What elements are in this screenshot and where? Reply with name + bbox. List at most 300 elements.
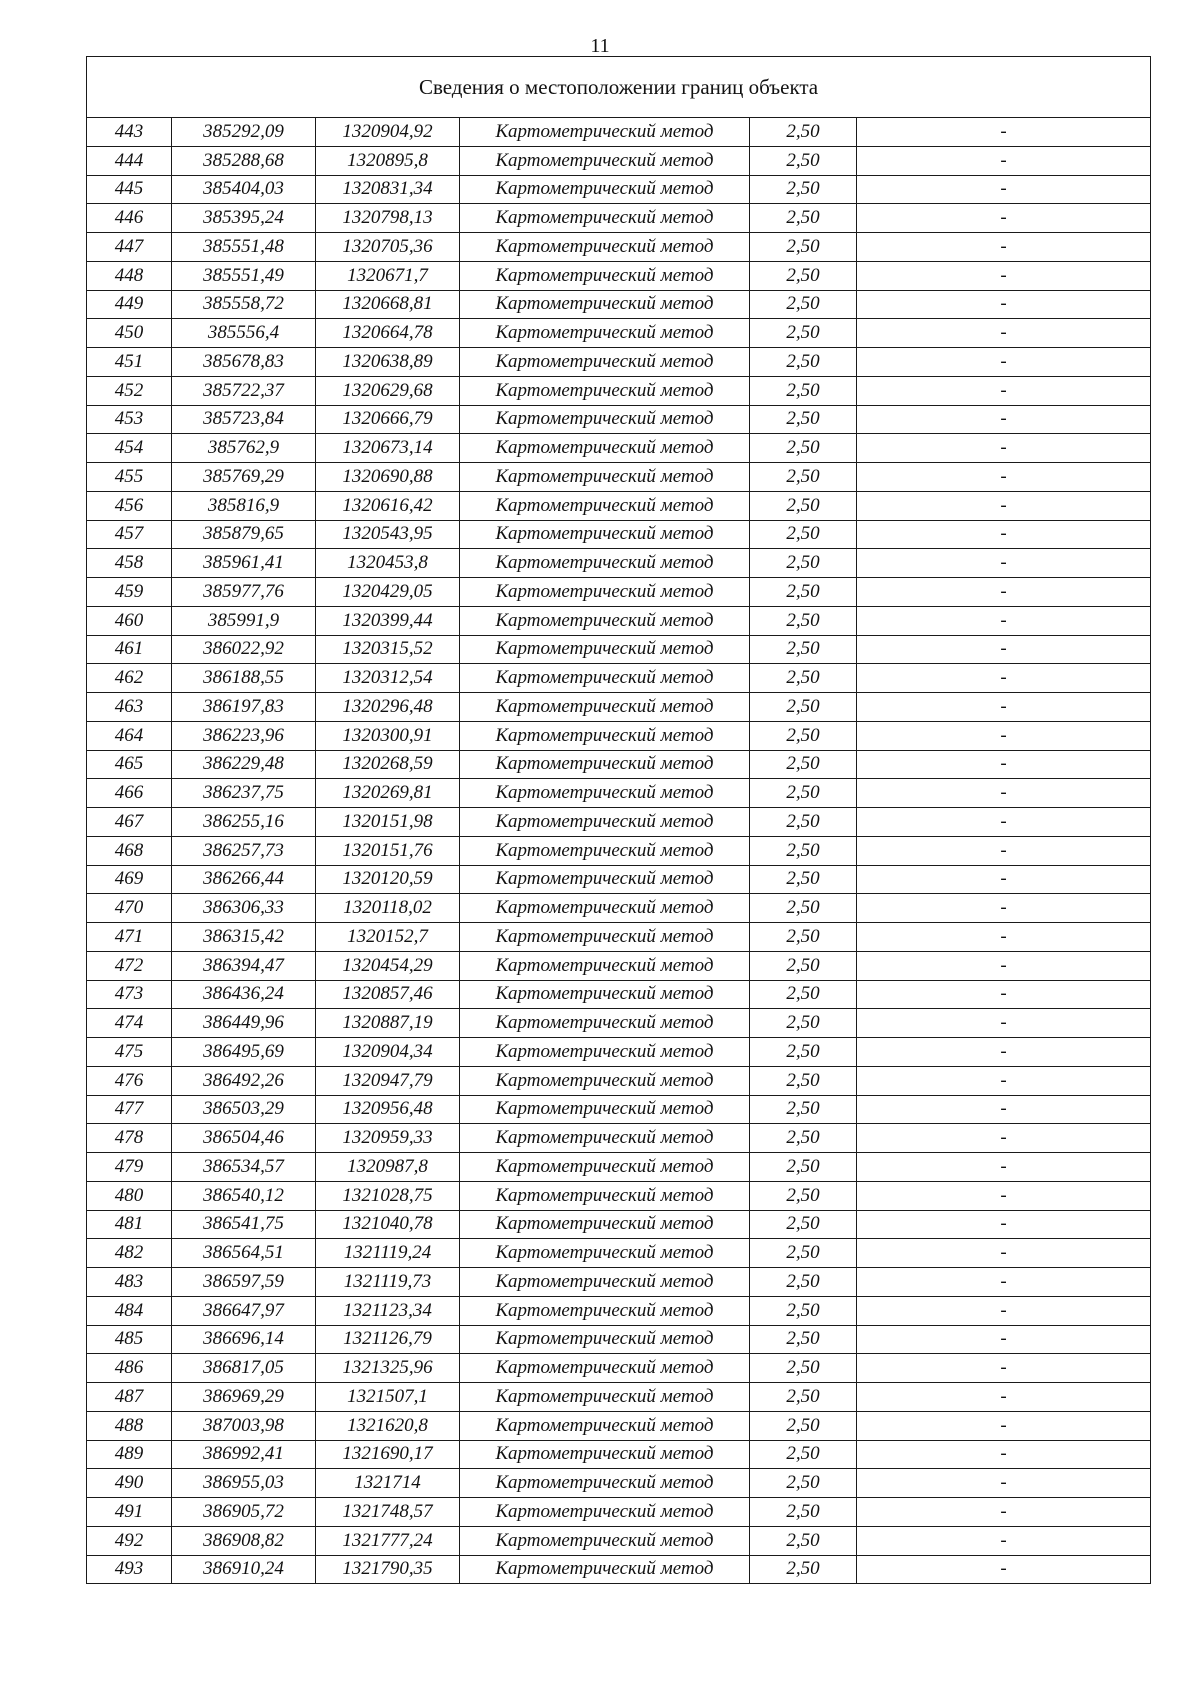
point-number-cell: 468 [87,836,172,865]
y-coordinate-cell: 1320151,76 [316,836,460,865]
point-number-cell: 455 [87,463,172,492]
y-coordinate-cell: 1320453,8 [316,549,460,578]
description-cell: - [857,290,1151,319]
description-cell: - [857,1469,1151,1498]
description-cell: - [857,578,1151,607]
method-cell: Картометрический метод [460,1268,750,1297]
method-cell: Картометрический метод [460,1038,750,1067]
accuracy-cell: 2,50 [750,1239,857,1268]
accuracy-cell: 2,50 [750,1181,857,1210]
accuracy-cell: 2,50 [750,693,857,722]
x-coordinate-cell: 386905,72 [172,1498,316,1527]
description-cell: - [857,1526,1151,1555]
table-row [87,1038,1151,1067]
y-coordinate-cell: 1320543,95 [316,520,460,549]
table-row [87,1526,1151,1555]
method-cell: Картометрический метод [460,549,750,578]
accuracy-cell: 2,50 [750,175,857,204]
x-coordinate-cell: 386315,42 [172,923,316,952]
x-coordinate-cell: 386564,51 [172,1239,316,1268]
point-number-cell: 464 [87,721,172,750]
point-number-cell: 485 [87,1325,172,1354]
point-number-cell: 465 [87,750,172,779]
y-coordinate-cell: 1320638,89 [316,348,460,377]
method-cell: Картометрический метод [460,836,750,865]
point-number-cell: 475 [87,1038,172,1067]
x-coordinate-cell: 386223,96 [172,721,316,750]
description-cell: - [857,405,1151,434]
description-cell: - [857,233,1151,262]
description-cell: - [857,808,1151,837]
y-coordinate-cell: 1320956,48 [316,1095,460,1124]
table-row [87,721,1151,750]
method-cell: Картометрический метод [460,261,750,290]
description-cell: - [857,1009,1151,1038]
description-cell: - [857,118,1151,147]
table-row [87,1210,1151,1239]
x-coordinate-cell: 387003,98 [172,1411,316,1440]
table-row [87,1325,1151,1354]
point-number-cell: 481 [87,1210,172,1239]
table-row [87,405,1151,434]
method-cell: Картометрический метод [460,175,750,204]
description-cell: - [857,664,1151,693]
method-cell: Картометрический метод [460,750,750,779]
description-cell: - [857,1411,1151,1440]
description-cell: - [857,549,1151,578]
point-number-cell: 479 [87,1153,172,1182]
method-cell: Картометрический метод [460,376,750,405]
method-cell: Картометрический метод [460,146,750,175]
x-coordinate-cell: 386540,12 [172,1181,316,1210]
y-coordinate-cell: 1320315,52 [316,635,460,664]
y-coordinate-cell: 1321123,34 [316,1296,460,1325]
point-number-cell: 490 [87,1469,172,1498]
x-coordinate-cell: 386955,03 [172,1469,316,1498]
point-number-cell: 462 [87,664,172,693]
point-number-cell: 457 [87,520,172,549]
y-coordinate-cell: 1320705,36 [316,233,460,262]
accuracy-cell: 2,50 [750,865,857,894]
table-row [87,578,1151,607]
method-cell: Картометрический метод [460,1210,750,1239]
point-number-cell: 451 [87,348,172,377]
method-cell: Картометрический метод [460,606,750,635]
x-coordinate-cell: 385769,29 [172,463,316,492]
x-coordinate-cell: 386237,75 [172,779,316,808]
accuracy-cell: 2,50 [750,1383,857,1412]
method-cell: Картометрический метод [460,463,750,492]
x-coordinate-cell: 386647,97 [172,1296,316,1325]
table-row [87,1181,1151,1210]
accuracy-cell: 2,50 [750,1095,857,1124]
x-coordinate-cell: 385816,9 [172,491,316,520]
method-cell: Картометрический метод [460,1009,750,1038]
point-number-cell: 477 [87,1095,172,1124]
accuracy-cell: 2,50 [750,319,857,348]
x-coordinate-cell: 385961,41 [172,549,316,578]
table-row [87,520,1151,549]
method-cell: Картометрический метод [460,1526,750,1555]
description-cell: - [857,1383,1151,1412]
description-cell: - [857,1296,1151,1325]
accuracy-cell: 2,50 [750,146,857,175]
point-number-cell: 470 [87,894,172,923]
description-cell: - [857,1498,1151,1527]
accuracy-cell: 2,50 [750,635,857,664]
point-number-cell: 480 [87,1181,172,1210]
method-cell: Картометрический метод [460,405,750,434]
x-coordinate-cell: 386534,57 [172,1153,316,1182]
y-coordinate-cell: 1320895,8 [316,146,460,175]
table-row [87,1411,1151,1440]
point-number-cell: 447 [87,233,172,262]
description-cell: - [857,463,1151,492]
point-number-cell: 444 [87,146,172,175]
description-cell: - [857,1038,1151,1067]
table-row [87,951,1151,980]
description-cell: - [857,1181,1151,1210]
accuracy-cell: 2,50 [750,951,857,980]
x-coordinate-cell: 386266,44 [172,865,316,894]
y-coordinate-cell: 1320831,34 [316,175,460,204]
accuracy-cell: 2,50 [750,894,857,923]
method-cell: Картометрический метод [460,808,750,837]
x-coordinate-cell: 385551,48 [172,233,316,262]
y-coordinate-cell: 1320120,59 [316,865,460,894]
x-coordinate-cell: 385722,37 [172,376,316,405]
table-row [87,204,1151,233]
table-row [87,1239,1151,1268]
accuracy-cell: 2,50 [750,405,857,434]
y-coordinate-cell: 1320399,44 [316,606,460,635]
point-number-cell: 473 [87,980,172,1009]
y-coordinate-cell: 1320887,19 [316,1009,460,1038]
description-cell: - [857,1268,1151,1297]
x-coordinate-cell: 386197,83 [172,693,316,722]
table-row [87,233,1151,262]
accuracy-cell: 2,50 [750,1124,857,1153]
method-cell: Картометрический метод [460,1498,750,1527]
table-row [87,1498,1151,1527]
method-cell: Картометрический метод [460,721,750,750]
point-number-cell: 484 [87,1296,172,1325]
x-coordinate-cell: 385556,4 [172,319,316,348]
y-coordinate-cell: 1320629,68 [316,376,460,405]
method-cell: Картометрический метод [460,1354,750,1383]
accuracy-cell: 2,50 [750,1325,857,1354]
description-cell: - [857,606,1151,635]
table-row [87,808,1151,837]
table-row [87,1124,1151,1153]
y-coordinate-cell: 1321119,24 [316,1239,460,1268]
table-row [87,463,1151,492]
accuracy-cell: 2,50 [750,1009,857,1038]
table-row [87,894,1151,923]
y-coordinate-cell: 1320268,59 [316,750,460,779]
point-number-cell: 461 [87,635,172,664]
accuracy-cell: 2,50 [750,578,857,607]
accuracy-cell: 2,50 [750,261,857,290]
method-cell: Картометрический метод [460,1095,750,1124]
point-number-cell: 466 [87,779,172,808]
description-cell: - [857,1555,1151,1584]
y-coordinate-cell: 1320152,7 [316,923,460,952]
x-coordinate-cell: 385288,68 [172,146,316,175]
point-number-cell: 446 [87,204,172,233]
y-coordinate-cell: 1320296,48 [316,693,460,722]
x-coordinate-cell: 386394,47 [172,951,316,980]
accuracy-cell: 2,50 [750,204,857,233]
accuracy-cell: 2,50 [750,1555,857,1584]
x-coordinate-cell: 386969,29 [172,1383,316,1412]
y-coordinate-cell: 1320666,79 [316,405,460,434]
table-row [87,923,1151,952]
point-number-cell: 493 [87,1555,172,1584]
point-number-cell: 448 [87,261,172,290]
point-number-cell: 463 [87,693,172,722]
method-cell: Картометрический метод [460,520,750,549]
y-coordinate-cell: 1320668,81 [316,290,460,319]
y-coordinate-cell: 1321777,24 [316,1526,460,1555]
method-cell: Картометрический метод [460,664,750,693]
method-cell: Картометрический метод [460,204,750,233]
accuracy-cell: 2,50 [750,923,857,952]
description-cell: - [857,779,1151,808]
accuracy-cell: 2,50 [750,463,857,492]
point-number-cell: 454 [87,434,172,463]
method-cell: Картометрический метод [460,1555,750,1584]
table-row [87,290,1151,319]
accuracy-cell: 2,50 [750,750,857,779]
table-row [87,664,1151,693]
table-row [87,1555,1151,1584]
method-cell: Картометрический метод [460,779,750,808]
accuracy-cell: 2,50 [750,491,857,520]
x-coordinate-cell: 386696,14 [172,1325,316,1354]
y-coordinate-cell: 1320616,42 [316,491,460,520]
y-coordinate-cell: 1320904,92 [316,118,460,147]
y-coordinate-cell: 1320429,05 [316,578,460,607]
method-cell: Картометрический метод [460,348,750,377]
y-coordinate-cell: 1320269,81 [316,779,460,808]
x-coordinate-cell: 385879,65 [172,520,316,549]
point-number-cell: 460 [87,606,172,635]
y-coordinate-cell: 1320987,8 [316,1153,460,1182]
point-number-cell: 483 [87,1268,172,1297]
description-cell: - [857,1066,1151,1095]
point-number-cell: 445 [87,175,172,204]
point-number-cell: 478 [87,1124,172,1153]
accuracy-cell: 2,50 [750,376,857,405]
accuracy-cell: 2,50 [750,1066,857,1095]
x-coordinate-cell: 385404,03 [172,175,316,204]
point-number-cell: 491 [87,1498,172,1527]
accuracy-cell: 2,50 [750,290,857,319]
table-row [87,1440,1151,1469]
y-coordinate-cell: 1321325,96 [316,1354,460,1383]
x-coordinate-cell: 386504,46 [172,1124,316,1153]
table-row [87,865,1151,894]
method-cell: Картометрический метод [460,1469,750,1498]
table-row [87,491,1151,520]
table-row [87,434,1151,463]
description-cell: - [857,1354,1151,1383]
point-number-cell: 452 [87,376,172,405]
accuracy-cell: 2,50 [750,664,857,693]
x-coordinate-cell: 386597,59 [172,1268,316,1297]
accuracy-cell: 2,50 [750,606,857,635]
x-coordinate-cell: 386257,73 [172,836,316,865]
method-cell: Картометрический метод [460,1124,750,1153]
description-cell: - [857,1124,1151,1153]
accuracy-cell: 2,50 [750,1498,857,1527]
table-row [87,175,1151,204]
table-row [87,319,1151,348]
method-cell: Картометрический метод [460,635,750,664]
method-cell: Картометрический метод [460,578,750,607]
method-cell: Картометрический метод [460,1066,750,1095]
method-cell: Картометрический метод [460,1239,750,1268]
point-number-cell: 467 [87,808,172,837]
point-number-cell: 476 [87,1066,172,1095]
point-number-cell: 453 [87,405,172,434]
y-coordinate-cell: 1321690,17 [316,1440,460,1469]
description-cell: - [857,146,1151,175]
accuracy-cell: 2,50 [750,1210,857,1239]
method-cell: Картометрический метод [460,491,750,520]
description-cell: - [857,923,1151,952]
y-coordinate-cell: 1321040,78 [316,1210,460,1239]
y-coordinate-cell: 1320690,88 [316,463,460,492]
description-cell: - [857,434,1151,463]
table-row [87,118,1151,147]
method-cell: Картометрический метод [460,980,750,1009]
y-coordinate-cell: 1321620,8 [316,1411,460,1440]
description-cell: - [857,376,1151,405]
description-cell: - [857,693,1151,722]
table-row [87,1268,1151,1297]
description-cell: - [857,951,1151,980]
table-row [87,1354,1151,1383]
method-cell: Картометрический метод [460,693,750,722]
accuracy-cell: 2,50 [750,779,857,808]
table-row [87,635,1151,664]
x-coordinate-cell: 385991,9 [172,606,316,635]
x-coordinate-cell: 386992,41 [172,1440,316,1469]
point-number-cell: 487 [87,1383,172,1412]
x-coordinate-cell: 386503,29 [172,1095,316,1124]
description-cell: - [857,635,1151,664]
point-number-cell: 469 [87,865,172,894]
x-coordinate-cell: 386022,92 [172,635,316,664]
description-cell: - [857,1239,1151,1268]
accuracy-cell: 2,50 [750,721,857,750]
x-coordinate-cell: 385292,09 [172,118,316,147]
table-row [87,1469,1151,1498]
method-cell: Картометрический метод [460,951,750,980]
description-cell: - [857,836,1151,865]
table-row [87,1296,1151,1325]
y-coordinate-cell: 1320798,13 [316,204,460,233]
x-coordinate-cell: 385395,24 [172,204,316,233]
accuracy-cell: 2,50 [750,1440,857,1469]
method-cell: Картометрический метод [460,923,750,952]
x-coordinate-cell: 386229,48 [172,750,316,779]
point-number-cell: 488 [87,1411,172,1440]
description-cell: - [857,1153,1151,1182]
accuracy-cell: 2,50 [750,1296,857,1325]
point-number-cell: 459 [87,578,172,607]
method-cell: Картометрический метод [460,319,750,348]
x-coordinate-cell: 386449,96 [172,1009,316,1038]
table-row [87,348,1151,377]
method-cell: Картометрический метод [460,1440,750,1469]
accuracy-cell: 2,50 [750,1153,857,1182]
boundary-table [86,56,1151,1584]
point-number-cell: 456 [87,491,172,520]
x-coordinate-cell: 386541,75 [172,1210,316,1239]
y-coordinate-cell: 1320312,54 [316,664,460,693]
y-coordinate-cell: 1321714 [316,1469,460,1498]
table-row [87,779,1151,808]
table-row [87,146,1151,175]
description-cell: - [857,721,1151,750]
accuracy-cell: 2,50 [750,549,857,578]
y-coordinate-cell: 1320664,78 [316,319,460,348]
x-coordinate-cell: 385762,9 [172,434,316,463]
description-cell: - [857,491,1151,520]
accuracy-cell: 2,50 [750,1469,857,1498]
table-title: Сведения о местоположении границ объекта [87,57,1151,118]
method-cell: Картометрический метод [460,1411,750,1440]
accuracy-cell: 2,50 [750,1526,857,1555]
y-coordinate-cell: 1320673,14 [316,434,460,463]
x-coordinate-cell: 385678,83 [172,348,316,377]
accuracy-cell: 2,50 [750,348,857,377]
x-coordinate-cell: 386188,55 [172,664,316,693]
y-coordinate-cell: 1320904,34 [316,1038,460,1067]
table-body [87,118,1151,1584]
description-cell: - [857,1210,1151,1239]
table-row [87,750,1151,779]
y-coordinate-cell: 1320947,79 [316,1066,460,1095]
y-coordinate-cell: 1320959,33 [316,1124,460,1153]
description-cell: - [857,865,1151,894]
description-cell: - [857,348,1151,377]
method-cell: Картометрический метод [460,1181,750,1210]
method-cell: Картометрический метод [460,118,750,147]
point-number-cell: 489 [87,1440,172,1469]
table-row [87,1383,1151,1412]
description-cell: - [857,1440,1151,1469]
x-coordinate-cell: 385723,84 [172,405,316,434]
x-coordinate-cell: 386306,33 [172,894,316,923]
description-cell: - [857,1095,1151,1124]
y-coordinate-cell: 1321126,79 [316,1325,460,1354]
y-coordinate-cell: 1321119,73 [316,1268,460,1297]
y-coordinate-cell: 1320300,91 [316,721,460,750]
table-row [87,836,1151,865]
accuracy-cell: 2,50 [750,1354,857,1383]
y-coordinate-cell: 1320454,29 [316,951,460,980]
table-row [87,1153,1151,1182]
method-cell: Картометрический метод [460,894,750,923]
method-cell: Картометрический метод [460,1383,750,1412]
description-cell: - [857,204,1151,233]
y-coordinate-cell: 1321507,1 [316,1383,460,1412]
description-cell: - [857,319,1151,348]
